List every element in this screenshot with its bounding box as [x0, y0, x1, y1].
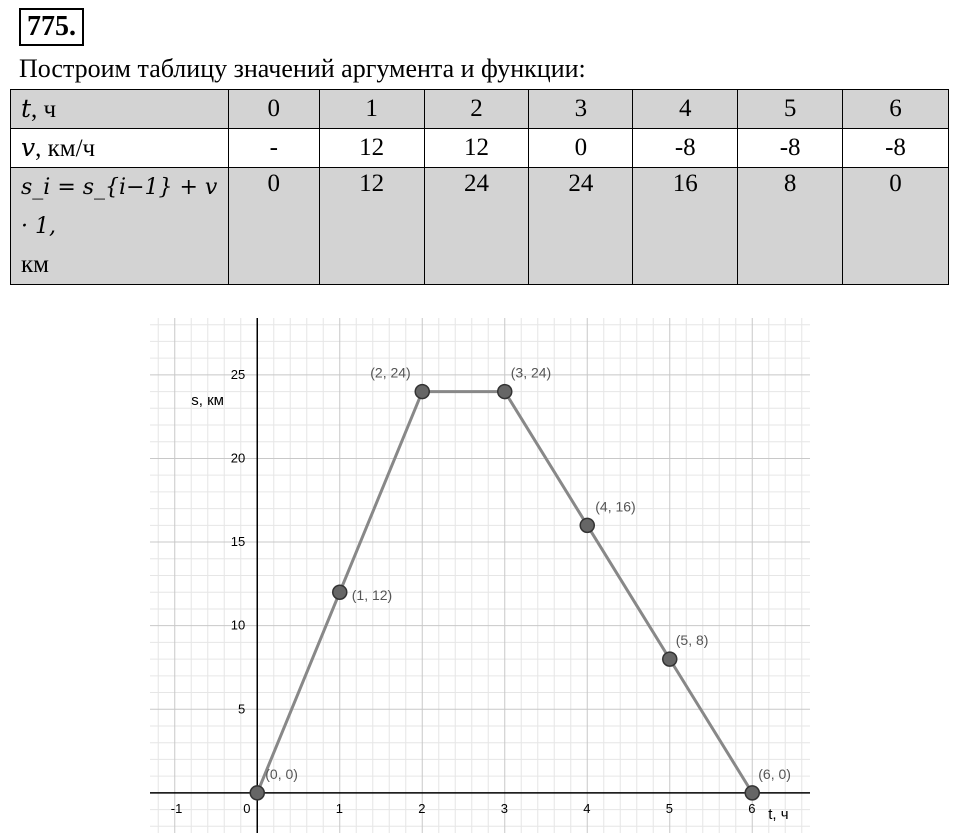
point-label: (3, 24): [510, 364, 552, 381]
row-header-t: t, ч: [11, 90, 229, 129]
table-cell: 12: [424, 129, 529, 168]
data-point: [498, 385, 512, 399]
row-header-v: v, км/ч: [11, 129, 229, 168]
x-tick-label: 5: [665, 800, 673, 816]
x-axis-label: t, ч: [768, 805, 789, 823]
table-cell: 2: [424, 90, 529, 129]
intro-text: Построим таблицу значений аргумента и функции:: [19, 54, 586, 83]
table-cell: 0: [228, 168, 319, 285]
s-formula: s_i = s_{i−1} + v · 1,: [21, 175, 218, 239]
point-label: (5, 8): [675, 632, 709, 649]
point-label: (4, 16): [595, 498, 636, 515]
y-tick-label: 5: [238, 701, 246, 717]
table-cell: -8: [633, 129, 738, 168]
point-label: (0, 0): [265, 765, 298, 782]
table-row-t: [11, 90, 949, 129]
x-tick-label: 3: [500, 800, 508, 816]
y-tick-label: 15: [230, 534, 246, 550]
table-row-v: [11, 129, 949, 168]
s-unit: км: [21, 251, 49, 278]
distance-time-chart: [150, 318, 810, 833]
table-cell: -8: [738, 129, 843, 168]
row-header-s: [11, 168, 229, 285]
x-tick-label: -1: [170, 800, 183, 816]
x-tick-label: 0: [243, 800, 251, 816]
problem-number: 775.: [19, 8, 84, 46]
data-point: [580, 518, 594, 532]
grid-minor: [150, 318, 810, 833]
table-cell: -8: [843, 129, 949, 168]
x-tick-label: 6: [748, 800, 756, 816]
tick-labels: [170, 364, 756, 816]
data-point: [745, 786, 759, 800]
table-cell: 12: [319, 129, 424, 168]
point-label: (1, 12): [351, 587, 393, 604]
y-tick-label: 20: [230, 450, 246, 466]
table-cell: 4: [633, 90, 738, 129]
table-cell: 1: [319, 90, 424, 129]
y-axis-label: s, км: [191, 391, 224, 409]
x-tick-label: 4: [583, 800, 591, 816]
table-cell: 24: [424, 168, 529, 285]
values-table: [10, 89, 949, 285]
y-tick-label: 10: [230, 617, 246, 633]
data-point: [663, 652, 677, 666]
data-point: [415, 385, 429, 399]
x-tick-label: 2: [418, 800, 426, 816]
table-cell: 0: [228, 90, 319, 129]
table-cell: 16: [633, 168, 738, 285]
table-cell: 6: [843, 90, 949, 129]
table-cell: 5: [738, 90, 843, 129]
data-point: [250, 786, 264, 800]
table-cell: 0: [843, 168, 949, 285]
table-cell: 3: [529, 90, 633, 129]
table-cell: 24: [529, 168, 633, 285]
table-row-s: [11, 168, 949, 285]
data-point: [333, 585, 347, 599]
y-tick-label: 25: [230, 366, 246, 382]
point-label: (6, 0): [758, 765, 791, 782]
table-cell: -: [228, 129, 319, 168]
x-tick-label: 1: [335, 800, 343, 816]
point-label: (2, 24): [370, 364, 411, 381]
table-cell: 0: [529, 129, 633, 168]
table-cell: 8: [738, 168, 843, 285]
table-cell: 12: [319, 168, 424, 285]
